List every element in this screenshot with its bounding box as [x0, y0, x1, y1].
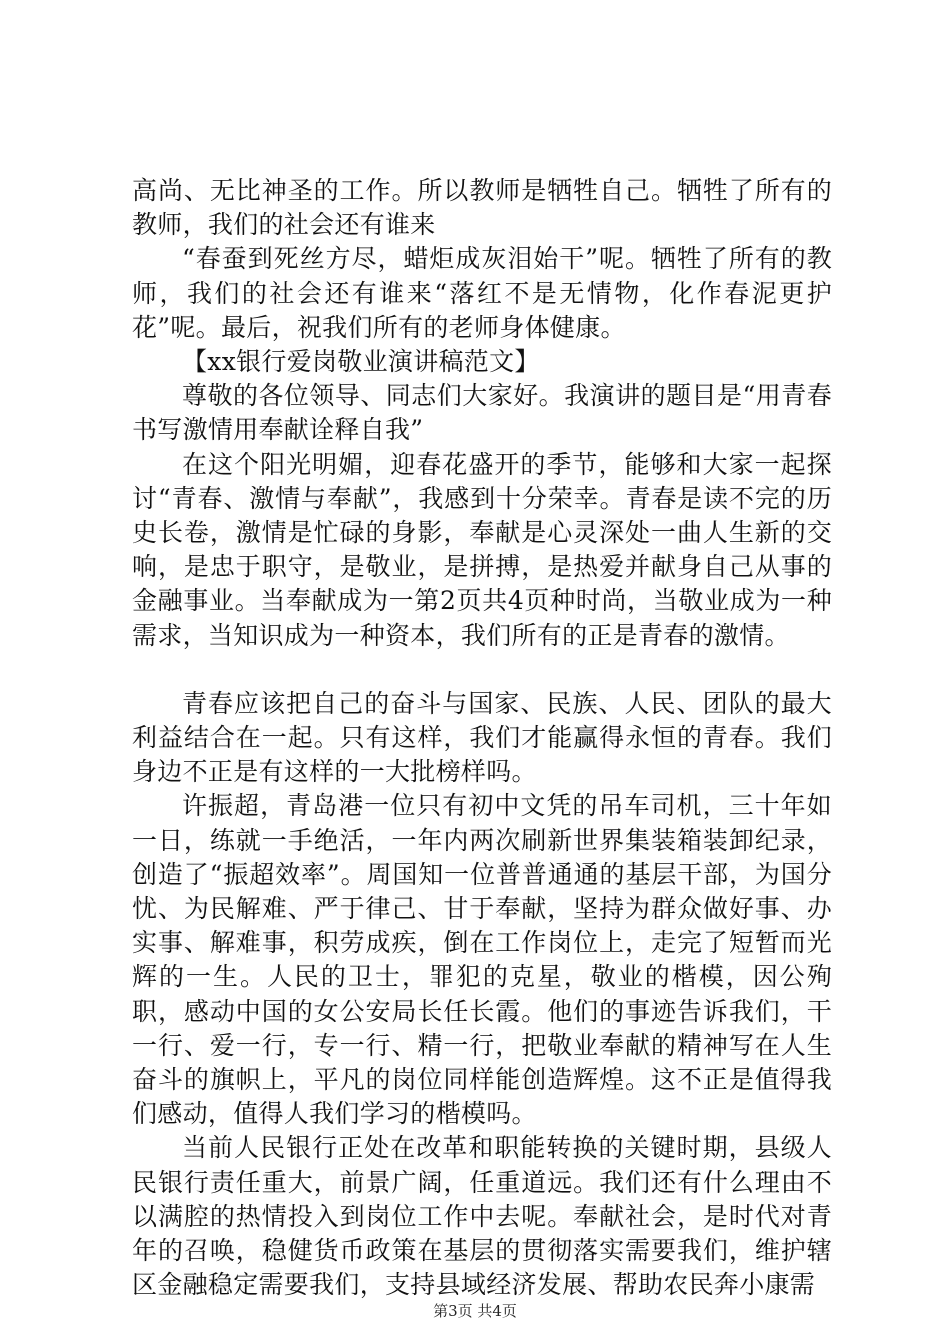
paragraph-5: 青春应该把自己的奋斗与国家、民族、人民、团队的最大利益结合在一起。只有这样，我们才能赢得永恒的青春。我们身边不正是有这样的一大批榜样吗。 — [132, 688, 832, 787]
document-body — [132, 174, 832, 1303]
paragraph-1: 高尚、无比神圣的工作。所以教师是牺牲自己。牺牲了所有的教师，我们的社会还有谁来 — [132, 176, 832, 240]
paragraph-7: 当前人民银行正处在改革和职能转换的关键时期，县级人民银行责任重大，前景广阔，任重道远。我们还有什么理由不以满腔的热情投入到岗位工作中去呢。奉献社会，是时代对青年的召唤，稳健货币政策在基层的贯彻落实需要我们，维护辖区金融稳定需要我们，支持县域经济发展、帮助农民奔小康需 — [132, 1133, 832, 1300]
page-footer: 第3页 共4页 — [433, 1302, 517, 1320]
paragraph-2: “春蚕到死丝方尽，蜡炬成灰泪始干”呢。牺牲了所有的教师，我们的社会还有谁来“落红不是无情物，化作春泥更护花”呢。最后，祝我们所有的老师身体健康。 — [132, 244, 832, 342]
paragraph-4: 在这个阳光明媚，迎春花盛开的季节，能够和大家一起探讨“青春、激情与奉献”，我感到十分荣幸。青春是读不完的历史长卷，激情是忙碌的身影，奉献是心灵深处一曲人生新的交响，是忠于职守，是敬业，是拼搏，是热爱并献身自己从事的金融事业。当奉献成为一第2页共4页种时尚，当敬业成为一种需求，当知识成为一种资本，我们所有的正是青春的激情。 — [132, 449, 832, 650]
paragraph-greeting: 尊敬的各位领导、同志们大家好。我演讲的题目是“用青春书写激情用奉献诠释自我” — [132, 381, 832, 445]
paragraph-6: 许振超，青岛港一位只有初中文凭的吊车司机，三十年如一日，练就一手绝活，一年内两次刷新世界集装箱装卸纪录，创造了“振超效率”。周国知一位普普通通的基层干部，为国分忧、为民解难、严于律己、甘于奉献，坚持为群众做好事、办实事、解难事，积劳成疾，倒在工作岗位上，走完了短暂而光辉的一生。人民的卫士，罪犯的克星，敬业的楷模，因公殉职，感动中国的女公安局长任长霞。他们的事迹告诉我们，干一行、爱一行，专一行、精一行，把敬业奉献的精神写在人生奋斗的旗帜上，平凡的岗位同样能创造辉煌。这不正是值得我们感动，值得人我们学习的楷模吗。 — [132, 791, 832, 1129]
section-heading: 【xx银行爱岗敬业演讲稿范文】 — [182, 347, 540, 377]
